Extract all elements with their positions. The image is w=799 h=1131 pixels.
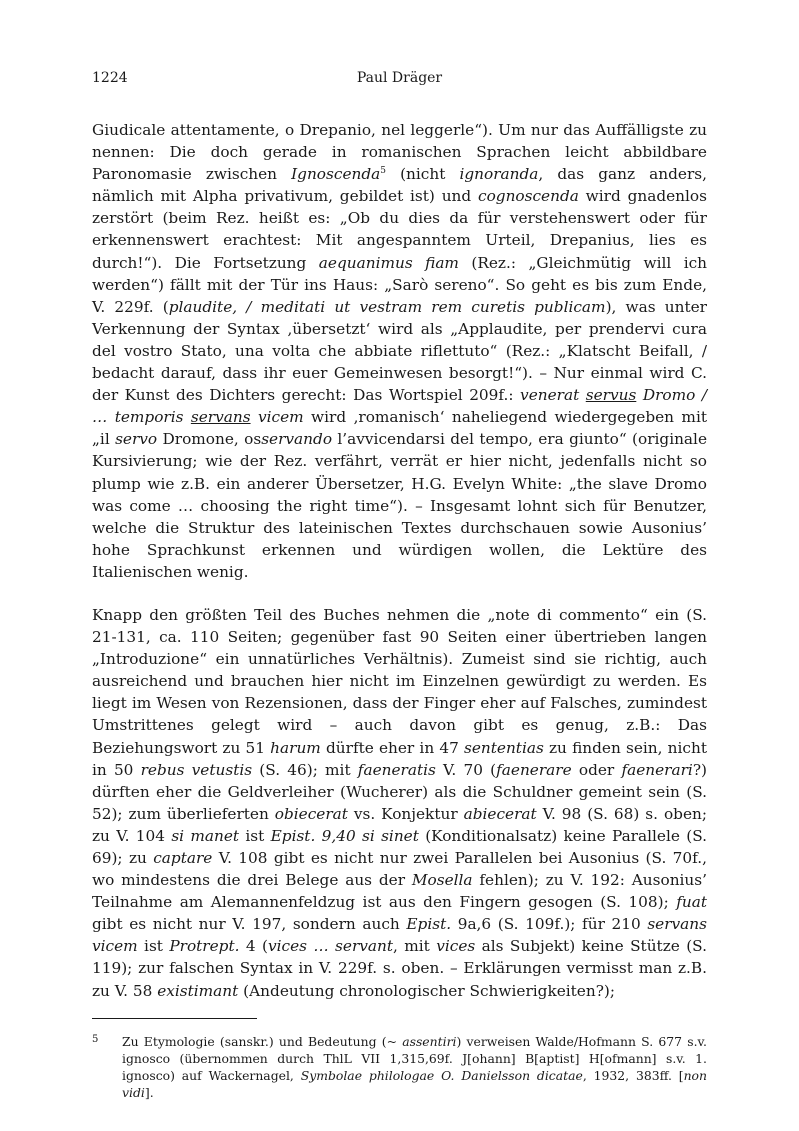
- text-run: Zu Etymologie (sanskr.) und Bedeutung (~: [122, 1033, 403, 1049]
- text-run: faenerare: [496, 760, 572, 779]
- text-run: abiecerat: [463, 804, 537, 823]
- text-run: V. 108 gibt es nicht nur zwei Parallelen bei Ausonius (S. 70f., wo mindestens die drei Belege aus der: [92, 849, 707, 890]
- text-run: Mosella: [411, 871, 473, 890]
- text-run: oder: [571, 760, 622, 779]
- page-header: [92, 70, 707, 92]
- text-run: 4 (: [239, 937, 268, 956]
- text-run: Epist.: [406, 915, 452, 934]
- text-run: cognoscenda: [478, 187, 579, 206]
- body-paragraph-2: [92, 604, 707, 1002]
- text-run: servans: [190, 408, 251, 427]
- page: [92, 70, 707, 1101]
- text-run: V. 70 (: [435, 760, 497, 779]
- text-run: Dromo / … temporis: [92, 386, 707, 427]
- text-run: captare: [153, 849, 213, 867]
- text-run: (Andeutung chronologischer Schwierigkeiten?);: [238, 981, 616, 1000]
- text-run: Epist. 9,40 si sinet: [270, 826, 419, 845]
- text-run: plaudite, / meditati ut vestram rem curetis publicam: [168, 297, 606, 316]
- text-run: (nicht: [386, 165, 460, 184]
- text-run: Dromone, os: [157, 430, 262, 449]
- text-run: servo: [115, 430, 158, 449]
- text-run: , 1932, 383ff. [: [582, 1068, 684, 1084]
- text-run: rebus vetustis: [140, 760, 253, 779]
- text-run: assentiri: [402, 1033, 457, 1049]
- text-run: Protrept.: [169, 937, 240, 956]
- text-run: (Konditionalsatz) keine Parallele (S. 69); zu: [92, 826, 707, 867]
- text-run: servans vicem: [92, 915, 707, 956]
- text-run: sententias: [463, 738, 544, 757]
- text-run: servando: [261, 430, 333, 449]
- text-run: V. 98 (S. 68) s. oben; zu V. 104: [92, 804, 708, 845]
- body-paragraph-1: [92, 119, 707, 583]
- text-run: fuat: [676, 893, 707, 912]
- text-run: obiecerat: [274, 804, 348, 823]
- text-run: vs. Konjektur: [347, 804, 464, 823]
- text-run: ].: [144, 1085, 154, 1101]
- text-run: ist: [137, 937, 170, 956]
- text-run: vicem: [250, 408, 304, 427]
- text-run: 9a,6 (S. 109f.); für 210: [451, 915, 648, 934]
- text-run: , das ganz anders, nämlich mit Alpha privativum, gebildet ist) und: [92, 165, 707, 206]
- text-run: non vidi: [122, 1068, 707, 1101]
- text-run: ) verweisen Walde/Hofmann S. 677 s.v. ignosco (übernommen durch ThlL VII 1,315,69f. J[ohann] B[aptist] H[ofmann] s.v. 1. ignosco) auf Wackernagel,: [122, 1033, 707, 1084]
- text-run: ?) dürften eher die Geldverleiher (Wucherer) als die Schuldner gemeint sein (S. 52); zum überlieferten: [92, 760, 707, 823]
- text-run: servus: [585, 386, 637, 405]
- footnote-reference: 5: [380, 166, 386, 177]
- text-run: wird ‚romanisch‘ naheliegend wiedergegeben mit „il: [92, 408, 707, 449]
- text-run: aequanimus fiam: [318, 253, 459, 272]
- footnote: [92, 1033, 707, 1102]
- text-run: zu finden sein, nicht in 50: [92, 738, 707, 779]
- text-run: faenerari: [621, 760, 693, 779]
- page-number: 1224: [92, 70, 128, 86]
- text-run: vices … servant: [267, 937, 394, 956]
- text-run: Ignoscenda: [291, 165, 381, 184]
- text-run: Symbolae philologae O. Danielsson dicatae: [300, 1068, 583, 1084]
- text-run: l’avvicendarsi del tempo, era giunto“ (originale Kursivierung; wie der Rez. verfährt, verrät er hier nicht, jedenfalls nicht so plump wie z.B. ein anderer Übersetzer, H.G. Evelyn White: „the slave Dromo was come … choosing the right time“). – Insgesamt lohnt sich für Benutzer, welche die Struktur des lateinischen Textes durchschauen sowie Ausonius’ hohe Sprachkunst erkennen und würdigen wollen, die Lektüre des Italienischen wenig.: [92, 430, 707, 581]
- text-run: ignoranda: [459, 165, 539, 184]
- text-run: Giudicale attentamente, o Drepanio, nel leggerle“). Um nur das Auffälligste zu nennen: Die doch gerade in romanischen Sprachen leicht abbildbare Paronomasie zwischen: [92, 121, 707, 184]
- footnote-separator: [92, 1018, 257, 1019]
- text-run: existimant: [157, 981, 239, 1000]
- text-run: (Rez.: „Gleichmütig will ich werden“) fällt mit der Tür ins Haus: „Sarò sereno“. So geht es bis zum Ende, V. 229f. (: [92, 253, 708, 316]
- text-run: dürfte eher in 47: [320, 738, 464, 757]
- text-run: ), was unter Verkennung der Syntax ‚übersetzt‘ wird als „Applaudite, per prendervi cura del vostro Stato, una volta che abbiate riflettuto“ (Rez.: „Klatscht Beifall, / bedacht darauf, dass ihr euer Gemeinwesen besorgt!“). – Nur einmal wird C. der Kunst des Dichters gerecht: Das Wortspiel 209f.:: [92, 297, 707, 405]
- text-run: venerat: [520, 386, 586, 405]
- text-run: vices: [436, 937, 476, 956]
- text-run: (S. 46); mit: [252, 760, 358, 779]
- text-run: , mit: [393, 937, 437, 956]
- footnote-text: [122, 1034, 707, 1101]
- text-run: harum: [270, 738, 321, 757]
- text-run: si manet: [171, 826, 240, 845]
- text-run: als Subjekt) keine Stütze (S. 119); zur falschen Syntax in V. 229f. s. oben. – Erklärungen vermisst man z.B. zu V. 58: [92, 937, 707, 1000]
- footnote-number: 5: [92, 1033, 99, 1045]
- text-run: wird gnadenlos zerstört (beim Rez. heißt es: „Ob du dies da für verstehenswert oder für erkennenswert erachtest: Mit angespanntem Urteil, Drepanius, lies es durch!“). Die Fortsetzung: [92, 187, 707, 272]
- text-run: ist: [239, 826, 271, 845]
- running-title: Paul Dräger: [356, 70, 443, 86]
- text-run: faeneratis: [357, 760, 436, 779]
- text-run: Knapp den größten Teil des Buches nehmen die „note di commento“ ein (S. 21-131, ca. 110 Seiten; gegenüber fast 90 Seiten einer übertrieben langen „Introduzione“ ein unnatürliches Verhältnis). Zumeist sind sie richtig, auch ausreichend und brauchen hier nicht im Einzelnen gewürdigt zu werden. Es liegt im Wesen von Rezensionen, dass der Finger eher auf Falsches, zumindest Umstrittenes gelegt wird – auch davon gibt es genug, z.B.: Das Beziehungswort zu 51: [92, 605, 707, 757]
- text-run: gibt es nicht nur V. 197, sondern auch: [92, 915, 407, 934]
- text-run: fehlen); zu V. 192: Ausonius’ Teilnahme am Alemannenfeldzug ist aus den Fingern gesogen (S. 108);: [92, 871, 707, 912]
